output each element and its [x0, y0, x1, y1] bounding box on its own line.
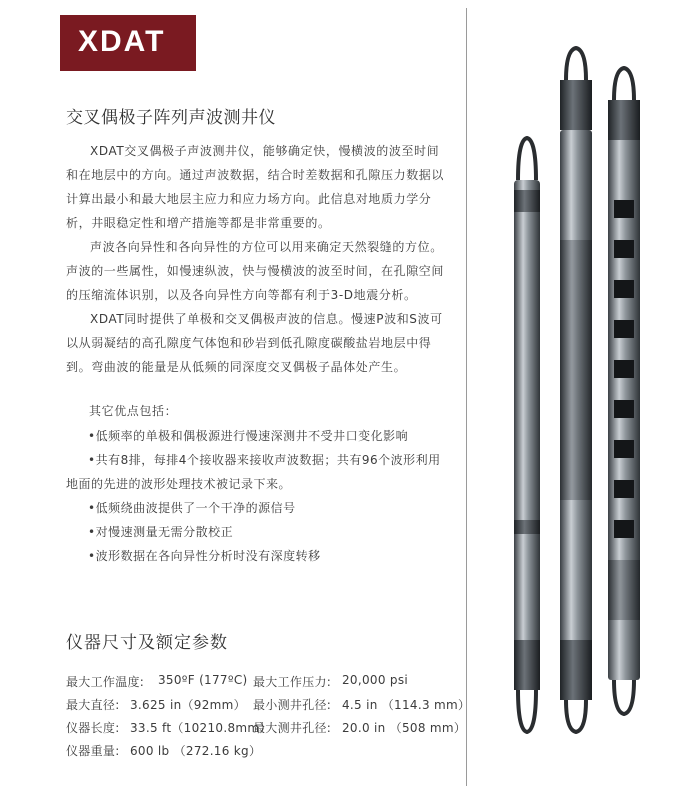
intro-paragraph: XDAT交叉偶极子声波测井仪，能够确定快，慢横波的波至时间和在地层中的方向。通过声波数据，结合时差数据和孔隙压力数据以计算出最小和最大地层主应力和应力场方向。此信息对地质力学分析，井眼稳定性和增产措施等都是非常重要的。 [66, 144, 445, 230]
spec-value-length: 33.5 ft（10210.8mm） [130, 721, 272, 735]
right-tool [608, 68, 640, 714]
advantage-item: •低频绕曲波提供了一个干净的源信号 [88, 501, 296, 515]
page-title: 交叉偶极子阵列声波测井仪 [66, 108, 276, 128]
spec-value-weight: 600 lb （272.16 kg） [130, 744, 262, 758]
spec-label-weight: 仪器重量: [66, 744, 120, 758]
vertical-divider [466, 8, 467, 786]
logo-text: XDAT [78, 25, 166, 58]
advantage-item: •波形数据在各向异性分析时没有深度转移 [88, 549, 321, 563]
spec-value-max-pressure: 20,000 psi [342, 673, 409, 687]
logo-banner [60, 15, 196, 71]
left-tool [514, 138, 540, 732]
specs-heading: 仪器尺寸及额定参数 [66, 633, 228, 653]
advantages-heading: 其它优点包括： [89, 404, 178, 418]
spec-label-min-hole: 最小测井孔径: [253, 698, 332, 712]
spec-label-max-diameter: 最大直径: [66, 698, 120, 712]
middle-tool [560, 48, 592, 732]
advantage-item: •对慢速测量无需分散校正 [88, 525, 234, 539]
dipole-paragraph: XDAT同时提供了单极和交叉偶极声波的信息。慢速P波和S波可以从弱凝结的高孔隙度气体饱和砂岩到低孔隙度碳酸盐岩地层中得到。弯曲波的能量是从低频的同深度交叉偶极子晶体处产生。 [66, 312, 443, 374]
spec-label-max-temp: 最大工作温度: [66, 675, 145, 689]
spec-value-max-hole: 20.0 in （508 mm） [342, 721, 467, 735]
spec-label-max-pressure: 最大工作压力: [253, 675, 332, 689]
spec-label-length: 仪器长度: [66, 721, 120, 735]
advantage-item: •共有8排，每排4个接收器来接收声波数据；共有96个波形利用地面的先进的波形处理技术被记录下来。 [66, 453, 441, 491]
spec-value-max-temp: 350ºF (177ºC) [158, 673, 248, 687]
spec-value-max-diameter: 3.625 in（92mm） [130, 698, 246, 712]
spec-value-min-hole: 4.5 in （114.3 mm） [342, 698, 471, 712]
spec-label-max-hole: 最大测井孔径: [253, 721, 332, 735]
anisotropy-paragraph: 声波各向异性和各向异性的方位可以用来确定天然裂缝的方位。声波的一些属性，如慢速纵波，快与慢横波的波至时间，在孔隙空间的压缩流体识别，以及各向异性方向等都有利于3-D地震分析。 [66, 240, 445, 302]
logging-tools-illustration [496, 40, 656, 740]
advantage-item: •低频率的单极和偶极源进行慢速深测井不受井口变化影响 [88, 429, 409, 443]
